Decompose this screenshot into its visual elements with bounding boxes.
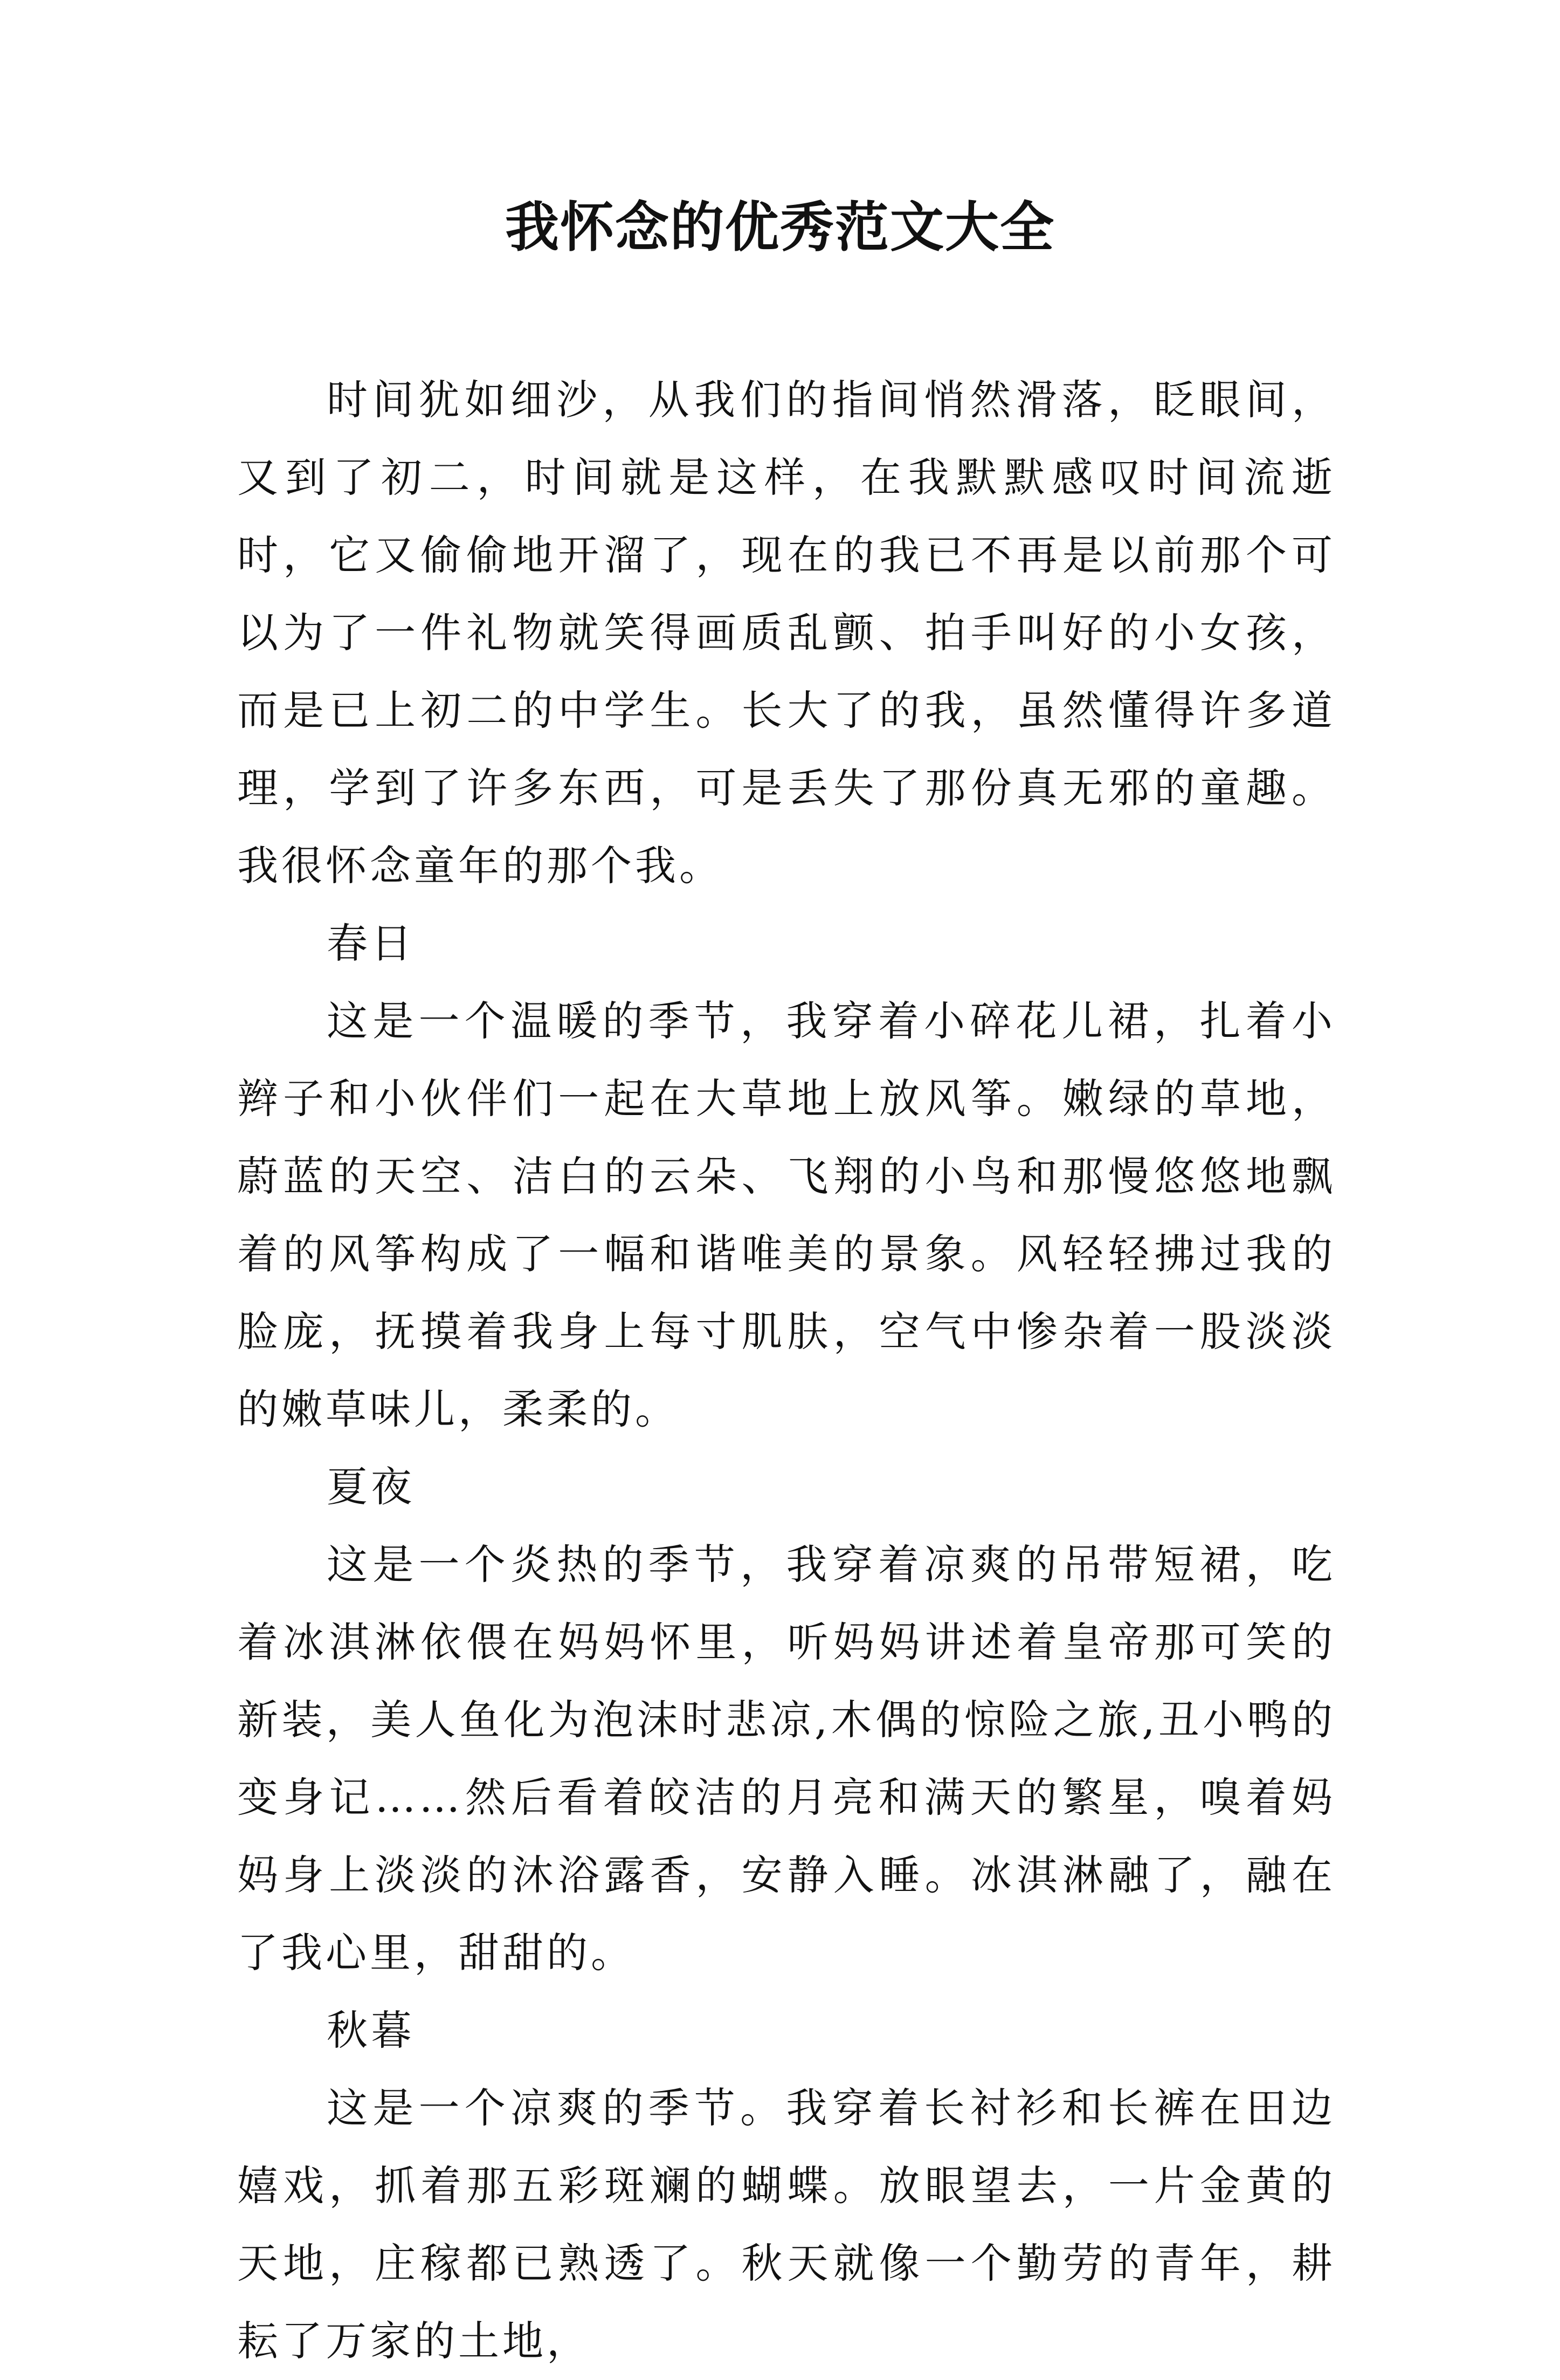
document-title: 我怀念的优秀范文大全 <box>505 196 1055 259</box>
section-paragraph-spring: 这是一个温暖的季节，我穿着小碎花儿裙，扎着小辫子和小伙伴们一起在大草地上放风筝。嫩绿的草地，蔚蓝的天空、洁白的云朵、飞翔的小鸟和那慢悠悠地飘着的风筝构成了一幅和谐唯美的景象。风轻轻拂过我的脸庞，抚摸着我身上每寸肌肤，空气中惨杂着一股淡淡的嫩草味儿，柔柔的。 <box>237 997 1336 1433</box>
section-heading-spring: 春日 <box>327 919 415 967</box>
section-heading-autumn: 秋暮 <box>327 2006 415 2054</box>
section-heading-summer: 夏夜 <box>327 1463 415 1511</box>
document-body <box>237 361 1336 2380</box>
section-paragraph-summer: 这是一个炎热的季节，我穿着凉爽的吊带短裙，吃着冰淇淋依偎在妈妈怀里，听妈妈讲述着皇帝那可笑的新装，美人鱼化为泡沫时悲凉,木偶的惊险之旅,丑小鸭的变身记……然后看着皎洁的月亮和满天的繁星，嗅着妈妈身上淡淡的沐浴露香，安静入睡。冰淇淋融了，融在了我心里，甜甜的。 <box>237 1540 1336 1977</box>
section-paragraph-autumn: 这是一个凉爽的季节。我穿着长衬衫和长裤在田边嬉戏，抓着那五彩斑斓的蝴蝶。放眼望去，一片金黄的天地，庄稼都已熟透了。秋天就像一个勤劳的青年，耕耘了万家的土地， <box>237 2084 1336 2365</box>
intro-paragraph: 时间犹如细沙，从我们的指间悄然滑落，眨眼间，又到了初二，时间就是这样，在我默默感叹时间流逝时，它又偷偷地开溜了，现在的我已不再是以前那个可以为了一件礼物就笑得画质乱颤、拍手叫好的小女孩，而是已上初二的中学生。长大了的我，虽然懂得许多道理，学到了许多东西，可是丢失了那份真无邪的童趣。我很怀念童年的那个我。 <box>237 376 1336 890</box>
